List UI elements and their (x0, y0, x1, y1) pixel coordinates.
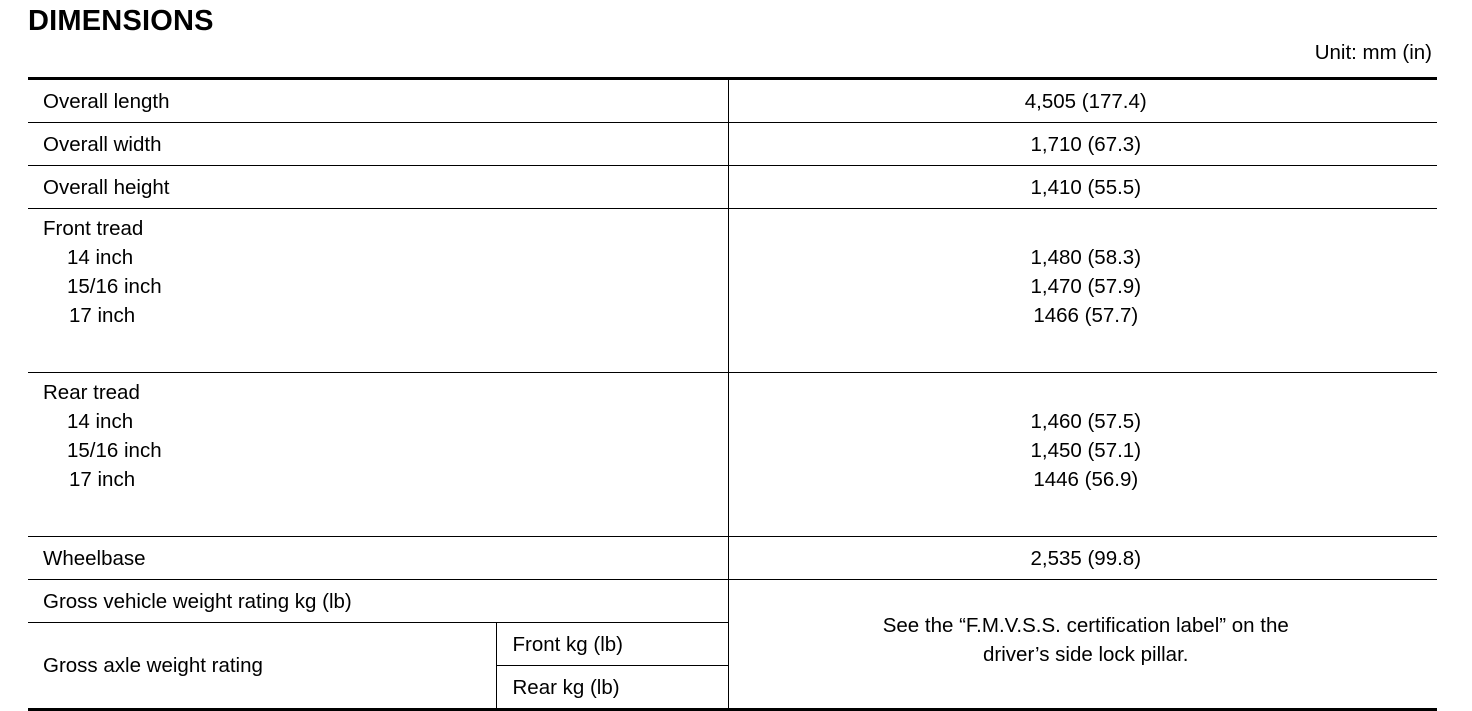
note-line-1: See the “F.M.V.S.S. certification label” on the (882, 614, 1289, 637)
row-value-wheelbase: 2,535 (99.8) (728, 537, 1437, 580)
rear-tread-15-16-label: 15/16 inch (67, 439, 162, 462)
front-tread-17-value: 1466 (57.7) (1033, 304, 1139, 327)
row-label-gawr: Gross axle weight rating (28, 623, 496, 710)
page-title: DIMENSIONS (28, 5, 214, 37)
unit-note: Unit: mm (in) (1314, 41, 1432, 64)
row-sublabel-gawr-rear: Rear kg (lb) (496, 666, 728, 710)
rear-tread-17-value: 1446 (56.9) (1033, 468, 1139, 491)
rear-tread-14-label: 14 inch (67, 410, 134, 433)
certification-label-note (728, 580, 1437, 710)
front-tread-15-16-label: 15/16 inch (67, 275, 162, 298)
row-value-rear-tread (728, 373, 1437, 537)
table-row (28, 79, 1437, 123)
front-tread-14-value: 1,480 (58.3) (1030, 246, 1142, 269)
table-row (28, 123, 1437, 166)
front-tread-15-16-value: 1,470 (57.9) (1030, 275, 1142, 298)
note-line-2: driver’s side lock pillar. (983, 643, 1189, 666)
rear-tread-17-label: 17 inch (69, 468, 136, 491)
row-value-front-tread (728, 209, 1437, 373)
row-label-wheelbase: Wheelbase (28, 537, 728, 580)
row-value-overall-height: 1,410 (55.5) (728, 166, 1437, 209)
row-label-rear-tread (28, 373, 728, 537)
row-label-front-tread (28, 209, 728, 373)
row-label-gvwr: Gross vehicle weight rating kg (lb) (28, 580, 728, 623)
front-tread-label: Front tread (43, 217, 144, 240)
rear-tread-14-value: 1,460 (57.5) (1030, 410, 1142, 433)
front-tread-17-label: 17 inch (69, 304, 136, 327)
row-label-overall-width: Overall width (28, 123, 728, 166)
row-value-overall-length: 4,505 (177.4) (728, 79, 1437, 123)
table-row (28, 166, 1437, 209)
table-row (28, 209, 1437, 373)
table-row (28, 580, 1437, 623)
table-row (28, 373, 1437, 537)
row-value-overall-width: 1,710 (67.3) (728, 123, 1437, 166)
row-label-overall-length: Overall length (28, 79, 728, 123)
rear-tread-label: Rear tread (43, 381, 140, 404)
dimensions-table (28, 77, 1437, 711)
table-row (28, 537, 1437, 580)
front-tread-14-label: 14 inch (67, 246, 134, 269)
row-label-overall-height: Overall height (28, 166, 728, 209)
rear-tread-15-16-value: 1,450 (57.1) (1030, 439, 1142, 462)
row-sublabel-gawr-front: Front kg (lb) (496, 623, 728, 666)
